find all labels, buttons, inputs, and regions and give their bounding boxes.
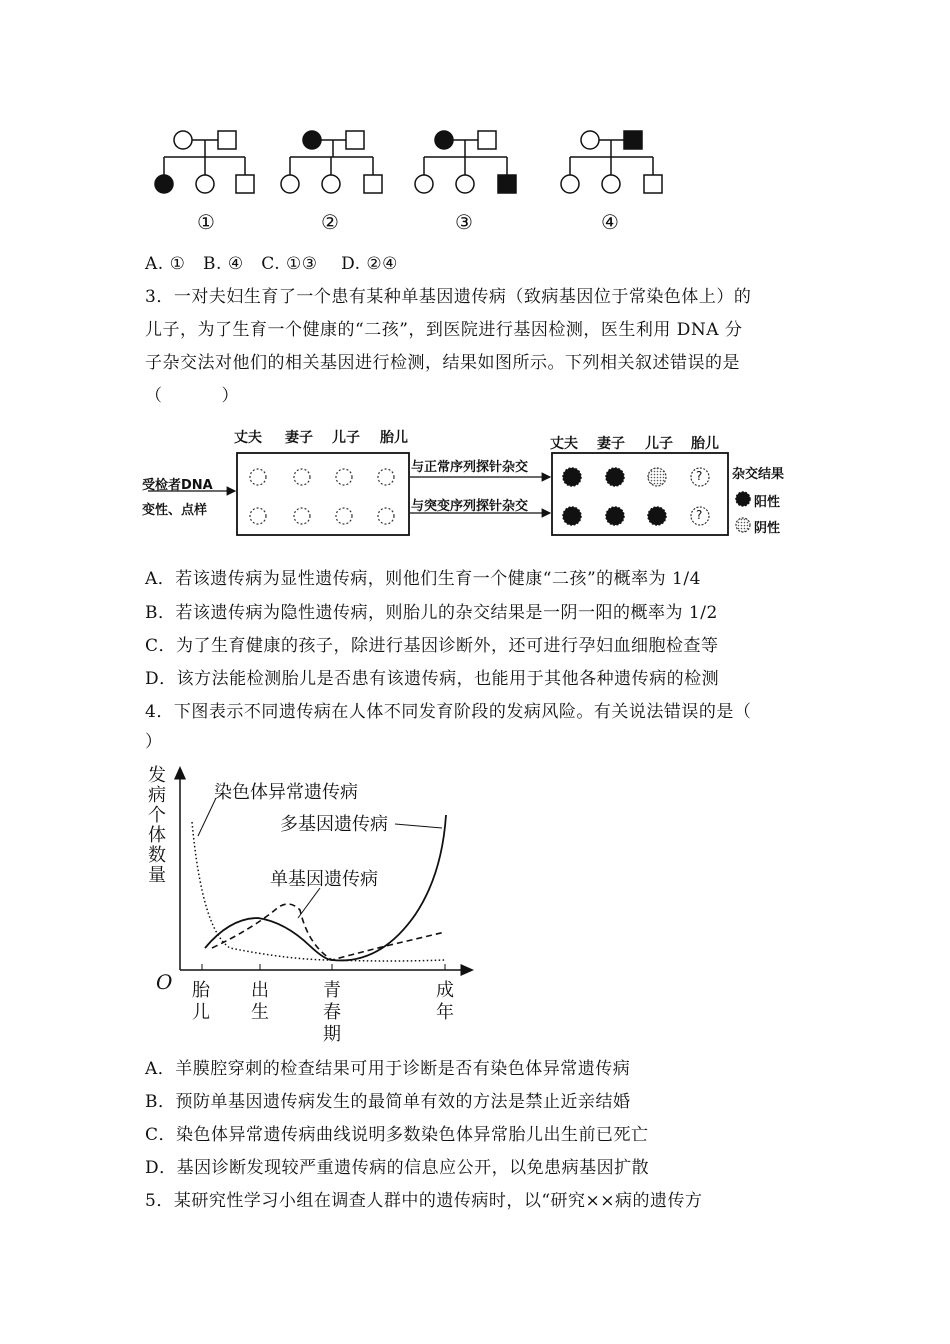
- probe-mutant-label: 与突变序列探针杂交: [411, 499, 529, 514]
- q2-options: A. ① B. ④ C. ①③ D. ②④: [145, 254, 398, 274]
- pedigree-1: [155, 131, 254, 193]
- dna-hybridization-figure: [140, 425, 820, 545]
- input-label-spot: 变性、点样: [142, 503, 208, 518]
- pedigree-label-1: ①: [197, 210, 215, 234]
- pedigree-3: [415, 131, 516, 193]
- q3-stem-line-2: 儿子，为了生育一个健康的“二孩”，到医院进行基因检测，医生利用 DNA 分: [145, 320, 743, 340]
- pedigree-2: [281, 131, 382, 193]
- q3-option-a: A．若该遗传病为显性遗传病，则他们生育一个健康“二孩”的概率为 1/4: [145, 569, 701, 589]
- q4-option-d: D．基因诊断发现较严重遗传病的信息应公开，以免患病基因扩散: [145, 1158, 650, 1178]
- label-monogenic-disease: 单基因遗传病: [270, 869, 378, 890]
- x-tick-puberty: 青春期: [323, 980, 341, 1045]
- q4-stem-line-2: ）: [145, 732, 163, 752]
- pedigree-label-3: ③: [455, 210, 473, 234]
- q3-stem-line-1: 3．一对夫妇生育了一个患有某种单基因遗传病（致病基因位于常染色体上）的: [145, 287, 752, 307]
- pedigree-4: [561, 131, 662, 193]
- disease-risk-chart: [150, 760, 490, 1055]
- q4-option-a: A．羊膜腔穿刺的检查结果可用于诊断是否有染色体异常遗传病: [145, 1059, 631, 1079]
- left-label-wife: 妻子: [285, 430, 313, 446]
- q4-option-b: B．预防单基因遗传病发生的最简单有效的方法是禁止近亲结婚: [145, 1092, 631, 1112]
- fetus-unknown-normal: ?: [696, 469, 703, 483]
- curve-monogenic: [212, 904, 445, 960]
- q4-stem-line-1: 4．下图表示不同遗传病在人体不同发育阶段的发病风险。有关说法错误的是（: [145, 702, 752, 722]
- q3-option-b: B．若该遗传病为隐性遗传病，则胎儿的杂交结果是一阴一阳的概率为 1/2: [145, 603, 718, 623]
- origin-label: O: [156, 970, 173, 994]
- left-label-son: 儿子: [332, 430, 360, 446]
- right-label-fetus: 胎儿: [691, 436, 719, 452]
- label-chromosome-disease: 染色体异常遗传病: [214, 782, 358, 803]
- left-label-fetus: 胎儿: [380, 430, 408, 446]
- fetus-unknown-mutant: ?: [696, 508, 703, 522]
- pedigree-label-4: ④: [601, 210, 619, 234]
- pedigree-label-2: ②: [321, 210, 339, 234]
- right-label-husband: 丈夫: [550, 436, 578, 452]
- right-label-son: 儿子: [645, 436, 673, 452]
- q3-stem-line-4: （ ）: [145, 386, 240, 406]
- y-axis-label: 发病个体数量: [148, 765, 166, 886]
- input-label-dna: 受检者DNA: [142, 478, 213, 493]
- probe-normal-label: 与正常序列探针杂交: [411, 460, 529, 475]
- label-polygenic-disease: 多基因遗传病: [280, 814, 388, 835]
- legend-negative: 阴性: [754, 521, 781, 536]
- q3-option-d: D．该方法能检测胎儿是否患有该遗传病，也能用于其他各种遗传病的检测: [145, 669, 720, 689]
- x-tick-adult: 成年: [436, 980, 454, 1023]
- q5-stem: 5．某研究性学习小组在调查人群中的遗传病时，以“研究××病的遗传方: [145, 1191, 703, 1211]
- q3-option-c: C．为了生育健康的孩子，除进行基因诊断外，还可进行孕妇血细胞检查等: [145, 636, 719, 656]
- right-label-wife: 妻子: [597, 436, 625, 452]
- curve-chromosome: [192, 822, 445, 961]
- left-label-husband: 丈夫: [234, 430, 262, 446]
- q3-stem-line-3: 子杂交法对他们的相关基因进行检测，结果如图所示。下列相关叙述错误的是: [145, 353, 740, 373]
- x-tick-birth: 出生: [251, 980, 269, 1023]
- legend-title: 杂交结果: [732, 467, 785, 482]
- pedigree-diagrams: [140, 120, 700, 200]
- q4-option-c: C．染色体异常遗传病曲线说明多数染色体异常胎儿出生前已死亡: [145, 1125, 649, 1145]
- legend-positive: 阳性: [754, 495, 781, 510]
- x-tick-fetus: 胎儿: [192, 980, 210, 1023]
